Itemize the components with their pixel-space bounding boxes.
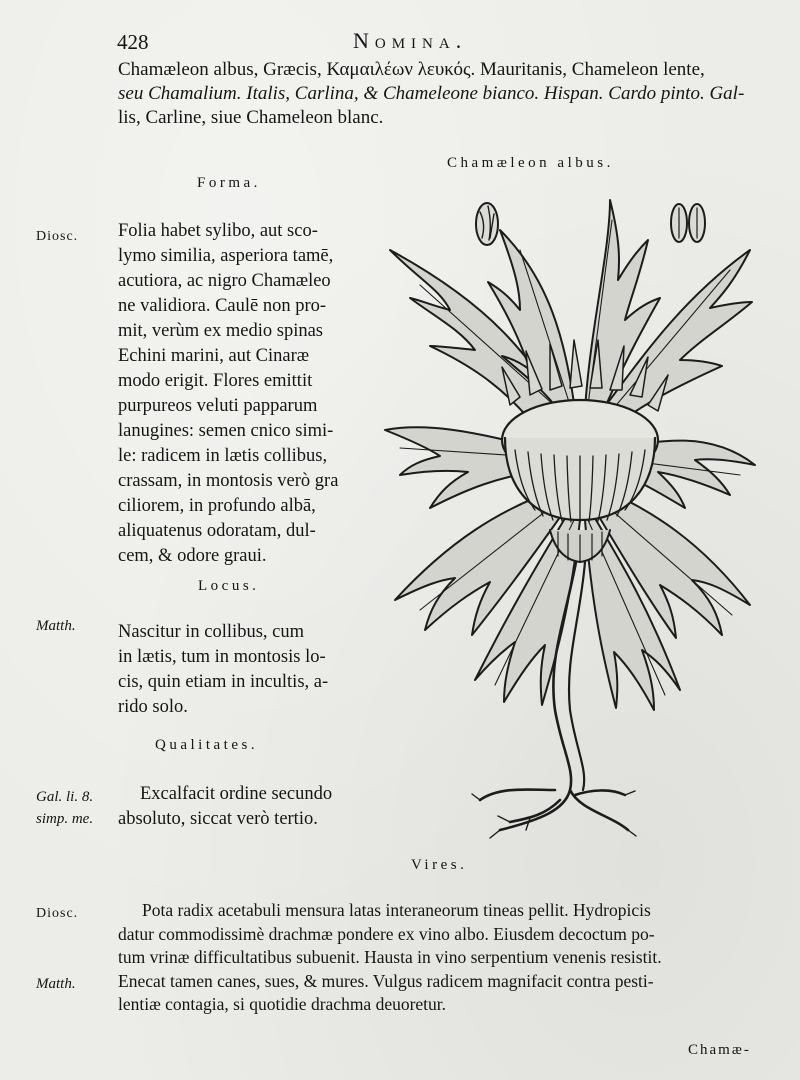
- text-line: Folia habet sylibo, aut sco-: [118, 221, 318, 241]
- margin-note-matth: Matth.: [36, 976, 76, 992]
- text-line: lanugines: semen cnico simi-: [118, 421, 334, 441]
- text-line: Excalfacit ordine secundo: [140, 784, 333, 804]
- margin-note-diosc: Diosc.: [36, 229, 79, 244]
- text-line: crassam, in montosis verò gra: [118, 471, 339, 491]
- text-line: lentiæ contagia, si quotidie drachma deuoretur.: [118, 994, 447, 1014]
- text-line: lymo similia, asperiora tamē,: [118, 246, 334, 266]
- seed-pair-icon: [671, 204, 705, 242]
- section-heading-vires: Vires.: [411, 857, 468, 873]
- text-line: cem, & odore graui.: [118, 546, 267, 566]
- margin-note-diosc: Diosc.: [36, 906, 79, 921]
- intro-line: seu Chamalium. Italis, Carlina, & Chameleone bianco. Hispan. Cardo pinto. Gal-: [118, 83, 745, 104]
- text-line: modo erigit. Flores emittit: [118, 371, 313, 391]
- text-line: acutiora, ac nigro Chamæleo: [118, 271, 331, 291]
- text-line: mit, verùm ex medio spinas: [118, 321, 324, 341]
- text-line: in lætis, tum in montosis lo-: [118, 647, 326, 667]
- text-line: Nascitur in collibus, cum: [118, 622, 304, 642]
- margin-note-line: simp. me.: [36, 811, 94, 827]
- text-line: rido solo.: [118, 697, 188, 717]
- section-heading-qualitates: Qualitates.: [155, 737, 259, 753]
- thistle-woodcut-illustration: [380, 190, 760, 840]
- text-line: Enecat tamen canes, sues, & mures. Vulgus radicem magnifacit contra pesti-: [118, 970, 654, 991]
- locus-text: [118, 620, 328, 720]
- text-line: aliquatenus odoratam, dul-: [118, 521, 316, 541]
- vires-text: [118, 899, 662, 1017]
- section-heading-locus: Locus.: [198, 578, 260, 594]
- text-line: datur commodissimè drachmæ pondere ex vino albo. Eiusdem decoctum po-: [118, 923, 655, 944]
- text-line: ne validiora. Caulē non pro-: [118, 296, 327, 316]
- running-head: Nomina.: [353, 28, 468, 53]
- forma-text: [118, 219, 338, 569]
- text-line: Pota radix acetabuli mensura latas interaneorum tineas pellit. Hydropicis: [142, 900, 651, 920]
- intro-line: lis, Carline, siue Chameleon blanc.: [118, 107, 384, 128]
- catchword: Chamæ-: [688, 1042, 751, 1058]
- text-line: le: radicem in lætis collibus,: [118, 446, 328, 466]
- section-heading-forma: Forma.: [197, 175, 261, 191]
- text-line: purpureos veluti papparum: [118, 396, 318, 416]
- text-line: absoluto, siccat verò tertio.: [118, 809, 318, 829]
- margin-note-matth: Matth.: [36, 618, 76, 634]
- text-line: Echini marini, aut Cinaræ: [118, 346, 310, 366]
- seed-icon: [476, 203, 498, 245]
- intro-paragraph: [118, 58, 744, 130]
- text-line: ciliorem, in profundo albā,: [118, 496, 316, 516]
- margin-note-line: Gal. li. 8.: [36, 789, 94, 805]
- page-number: 428: [117, 30, 149, 54]
- margin-note-galen: [36, 786, 93, 830]
- plant-title: Chamæleon albus.: [447, 155, 614, 171]
- intro-line: Chamæleon albus, Græcis, Καμαιλέων λευκός. Mauritanis, Chameleon lente,: [118, 59, 705, 80]
- qualitates-text: [118, 782, 332, 832]
- text-line: tum vrinæ difficultatibus subuenit. Hausta in vino serpentium venenis resistit.: [118, 947, 662, 967]
- text-line: cis, quin etiam in incultis, a-: [118, 672, 329, 692]
